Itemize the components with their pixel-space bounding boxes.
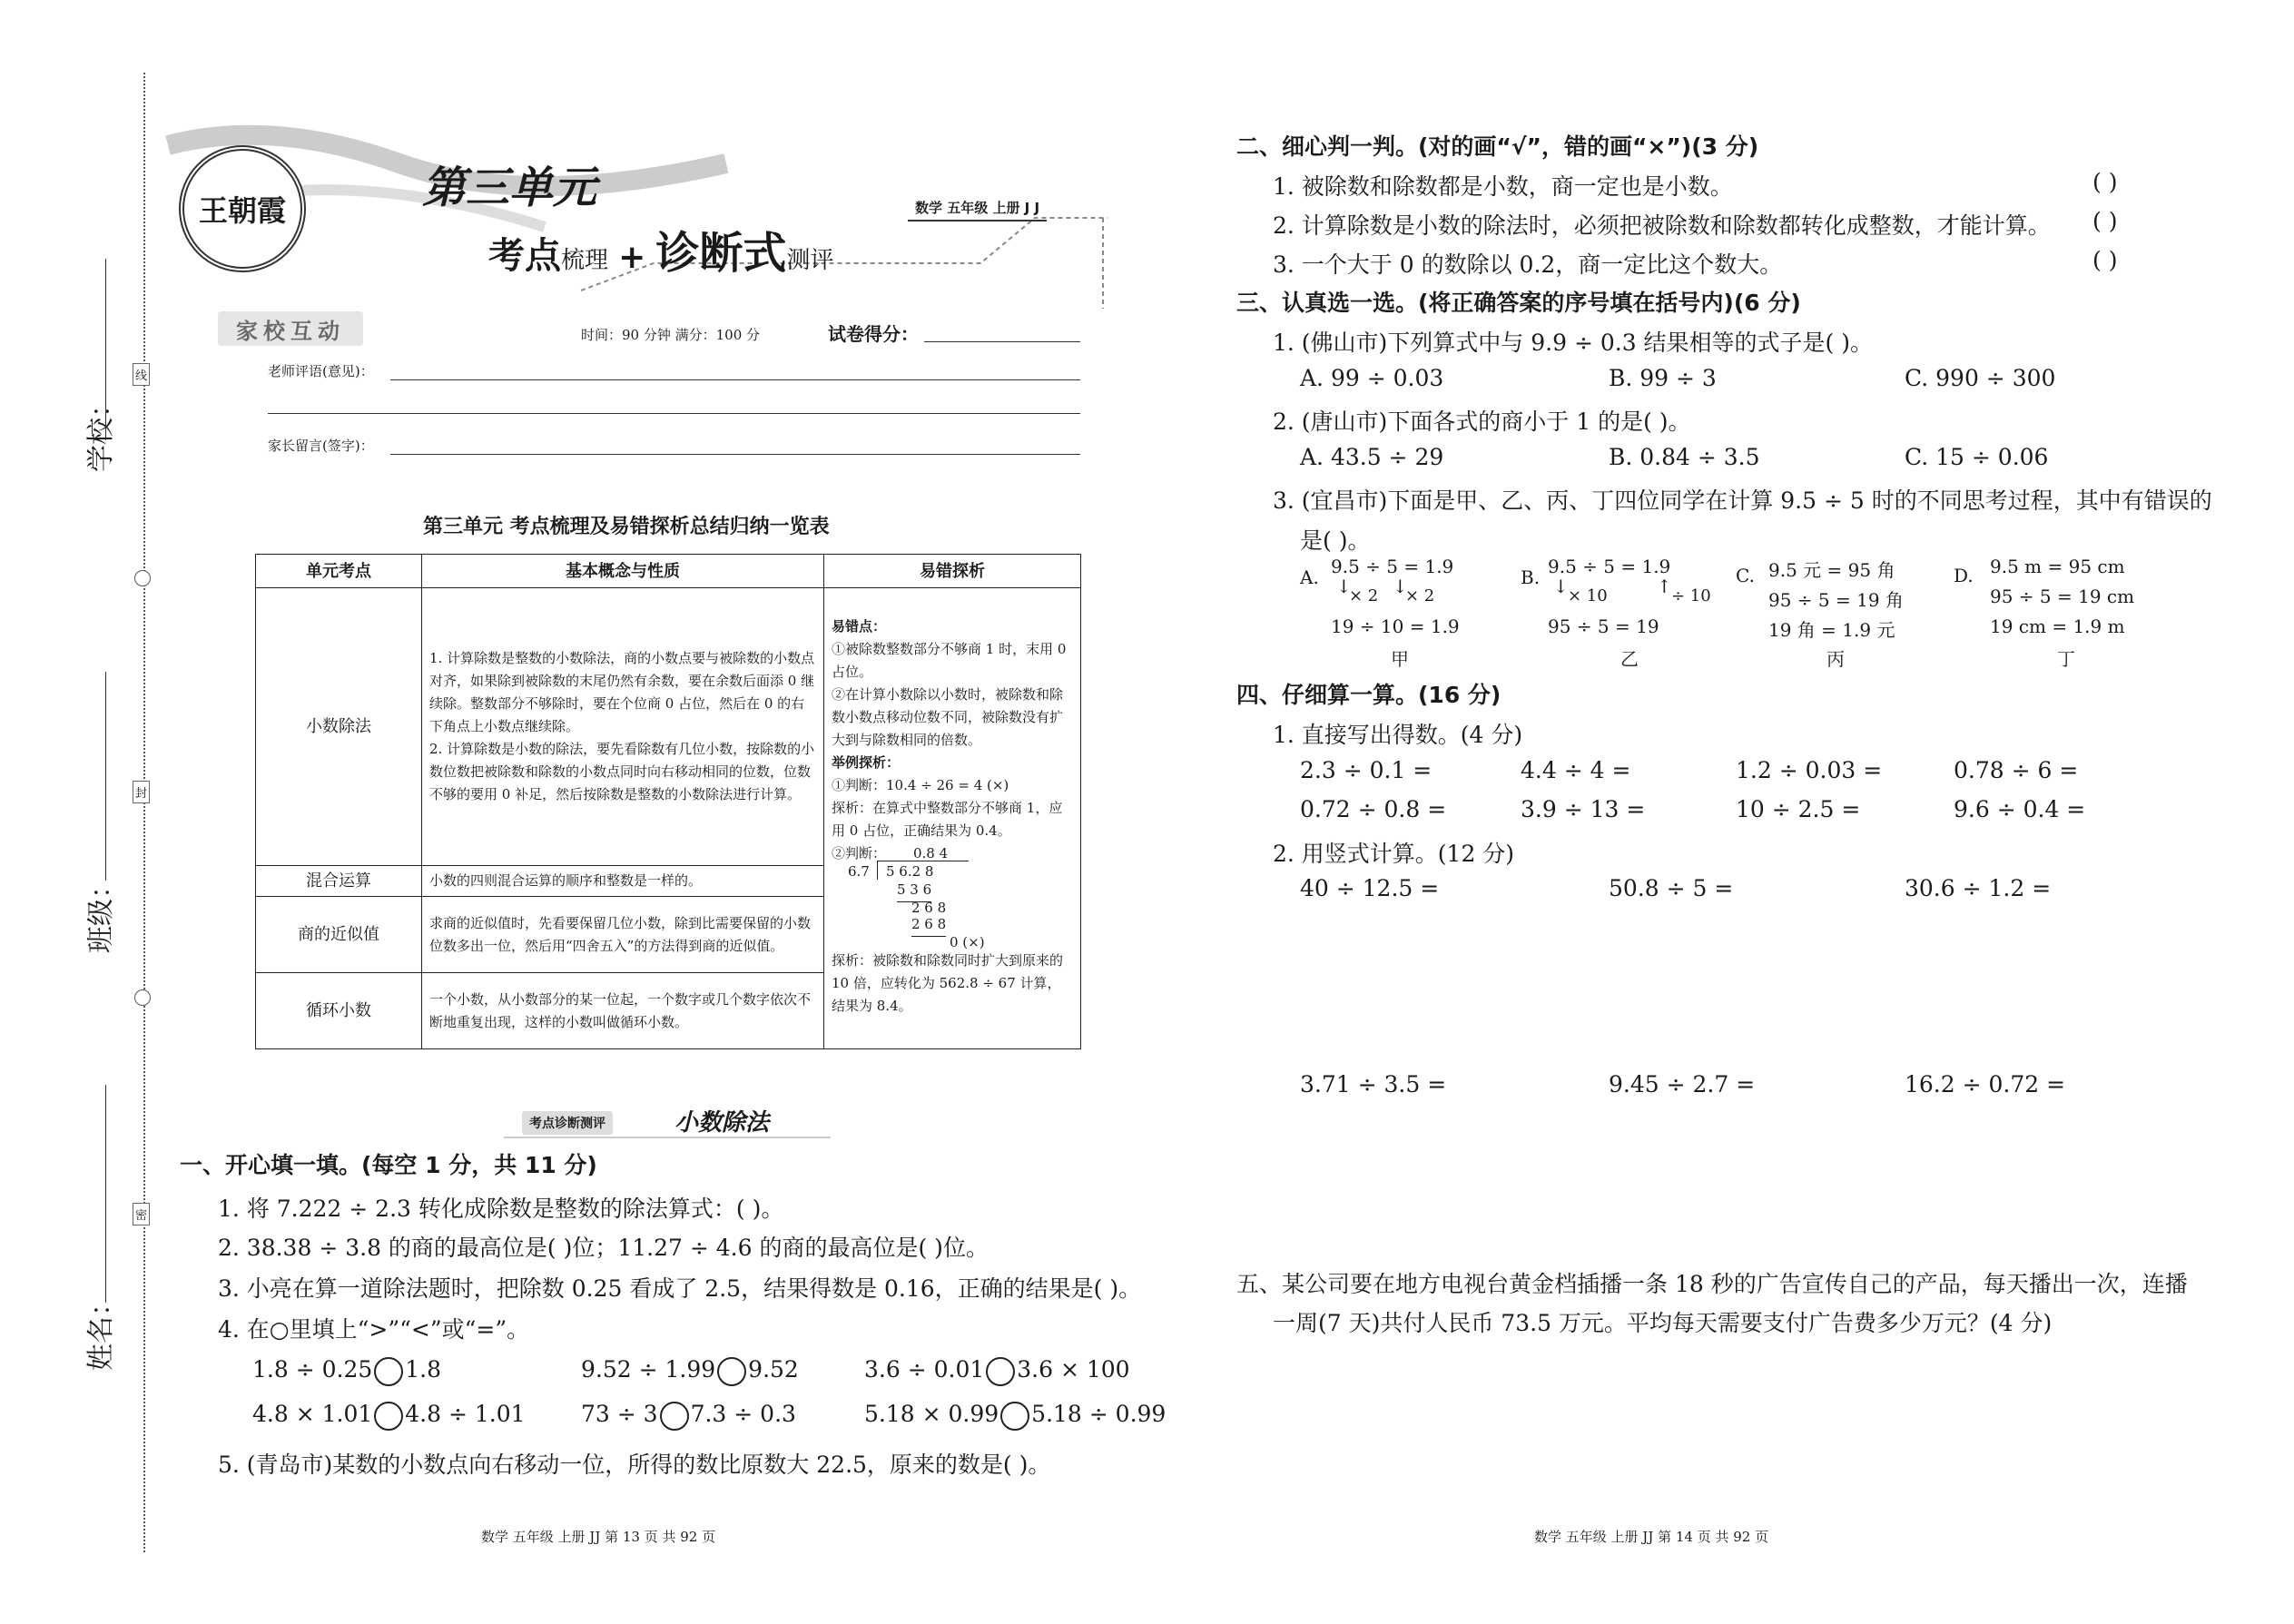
concept-1a: 1. 计算除数是整数的小数除法，商的小数点要与被除数的小数点对齐，如果除到被除数的末尾仍然有余数，要在余数后面添 0 继续除。整数部分不够除时，要在个位商 0 占位，然后在 0 的右下角点上小数点继续除。 (429, 650, 815, 734)
error-label: 易错点： (832, 618, 887, 635)
sec1-q5: 5. (青岛市)某数的小数点向右移动一位，所得的数比原数大 22.5，原来的数是( )。 (218, 1452, 1051, 1478)
option-d-letter: D. (1954, 565, 1974, 586)
topic-mixed-ops: 混合运算 (256, 866, 422, 897)
subtitle-shuli: 梳理 (561, 247, 609, 274)
option-c-letter: C. (1736, 565, 1755, 586)
compare-right: 4.8 ÷ 1.01 (405, 1401, 526, 1427)
compare-left: 1.8 ÷ 0.25 (252, 1356, 373, 1383)
calc-1-1: 2.3 ÷ 0.1 = (1300, 757, 1433, 783)
diag-title: 小数除法 (674, 1109, 770, 1137)
teacher-comment-label: 老师评语(意见)： (268, 363, 374, 379)
binding-mark-line: 线 (133, 363, 150, 386)
arrow-down-icon: ↓ (1336, 576, 1352, 597)
compare-left: 3.6 ÷ 0.01 (864, 1356, 985, 1383)
option-a-letter: A. (1300, 566, 1319, 588)
error-2: ②在计算小数除以小数时，被除数和除数小数点移动位数不同，被除数没有扩大到与除数相同的倍数。 (832, 686, 1064, 748)
name-line (105, 1085, 106, 1303)
vcalc-4: 3.71 ÷ 3.5 = (1300, 1071, 1447, 1097)
diag-tag: 考点诊断测评 (522, 1111, 613, 1135)
home-school-text: 家校互动 (236, 318, 345, 344)
vcalc-6: 16.2 ÷ 0.72 = (1905, 1071, 2066, 1097)
unit-title: 第三单元 (422, 162, 597, 213)
compare-left: 5.18 × 0.99 (864, 1401, 999, 1427)
concept-approx-quotient: 求商的近似值时，先看要保留几位小数，除到比需要保留的小数位数多出一位，然后用“四舍五入”的方法得到商的近似值。 (422, 897, 824, 973)
option-b-line-1: 9.5 ÷ 5 = 1.9 (1548, 556, 1671, 577)
sec4-sub-2: 2. 用竖式计算。(12 分) (1273, 841, 1515, 867)
compare-right: 1.8 (405, 1356, 442, 1383)
long-division-example (832, 842, 1073, 950)
compare-4 (252, 1401, 526, 1431)
binding-dotted-line (143, 73, 145, 1552)
vcalc-1: 40 ÷ 12.5 = (1300, 875, 1440, 901)
header-tag: 数学 五年级 上册 J J (908, 195, 1047, 221)
sec3-heading: 三、认真选一选。(将正确答案的序号填在括号内)(6 分) (1236, 290, 1801, 316)
class-label: 班级： (85, 871, 117, 953)
calc-2-3: 10 ÷ 2.5 = (1736, 796, 1861, 822)
subtitle-kaodian: 考点 (488, 235, 561, 277)
option-c-student: 丙 (1826, 648, 1845, 670)
arrow-down-icon: ↓ (1393, 576, 1408, 597)
calc-2-4: 9.6 ÷ 0.4 = (1954, 796, 2086, 822)
topic-repeating-decimal: 循环小数 (256, 973, 422, 1049)
sec3-q2-opt-b: B. 0.84 ÷ 3.5 (1609, 444, 1760, 470)
sec1-q4: 4. 在○里填上“>”“<”或“=”。 (218, 1316, 530, 1343)
error-analysis (824, 588, 1081, 1049)
sec3-q3-line-2: 是( )。 (1300, 527, 1371, 554)
compare-left: 73 ÷ 3 (581, 1401, 658, 1427)
compare-6 (864, 1401, 1166, 1431)
compare-circle[interactable] (660, 1402, 689, 1431)
calc-1-2: 4.4 ÷ 4 = (1521, 757, 1631, 783)
option-d (1954, 556, 2171, 670)
concept-decimal-division (422, 588, 824, 866)
sec4-sub-1: 1. 直接写出得数。(4 分) (1273, 722, 1523, 748)
calc-1-3: 1.2 ÷ 0.03 = (1736, 757, 1883, 783)
example-label: 举例探析： (832, 754, 901, 771)
option-d-line-1: 9.5 m = 95 cm (1990, 556, 2125, 577)
sec3-q2: 2. (唐山市)下面各式的商小于 1 的是( )。 (1273, 408, 1691, 435)
analysis-1: 探析：在算式中整数部分不够商 1，应用 0 占位，正确结果为 0.4。 (832, 800, 1063, 839)
logo-text: 王朝霞 (198, 193, 286, 228)
arrow-down-icon: ↓ (1553, 576, 1569, 597)
concept-1b: 2. 计算除数是小数的除法，要先看除数有几位小数，按除数的小数位数把被除数和除数的小数点同时向右移动相同的位数，位数不够的要用 0 补足，然后按除数是整数的小数除法进行计算。 (429, 741, 815, 802)
class-line (105, 672, 106, 881)
sec5-line-2: 一周(7 天)共付人民币 73.5 万元。平均每天需要支付广告费多少万元？(4 分) (1273, 1310, 2053, 1336)
option-b-mul: × 10 (1568, 586, 1608, 605)
compare-circle[interactable] (1000, 1402, 1029, 1431)
compare-right: 3.6 × 100 (1017, 1356, 1130, 1383)
option-b-line-3: 95 ÷ 5 = 19 (1548, 615, 1659, 637)
score-line (924, 341, 1080, 342)
vcalc-2: 50.8 ÷ 5 = (1609, 875, 1734, 901)
compare-1 (252, 1356, 441, 1386)
option-b (1521, 556, 1720, 670)
header-topic: 单元考点 (256, 555, 422, 588)
parent-comment-label: 家长留言(签字)： (268, 438, 374, 454)
error-1: ①被除数整数部分不够商 1 时，末用 0 占位。 (832, 641, 1067, 680)
judge-2: ②判断： (832, 845, 887, 861)
diag-banner (504, 1104, 831, 1138)
compare-circle[interactable] (986, 1357, 1015, 1386)
option-b-student: 乙 (1620, 648, 1639, 670)
sec2-heading: 二、细心判一判。(对的画“√”，错的画“×”)(3 分) (1236, 133, 1759, 160)
binding-hole-2 (134, 989, 151, 1006)
option-a-student: 甲 (1391, 648, 1409, 670)
footer-right: 数学 五年级 上册 JJ 第 14 页 共 92 页 (1534, 1529, 1769, 1545)
header-concept: 基本概念与性质 (422, 555, 824, 588)
subtitle-plus: + (618, 239, 646, 276)
ld-divisor: 6.7 (848, 863, 870, 880)
compare-circle[interactable] (374, 1402, 403, 1431)
ld-row-1: 5 3 6 (897, 879, 931, 902)
option-b-div: ÷ 10 (1671, 586, 1711, 605)
ld-dividend: 5 6.2 8 (886, 863, 934, 880)
sec3-q1-opt-b: B. 99 ÷ 3 (1609, 365, 1717, 391)
home-school-banner (218, 311, 363, 346)
sec1-q1: 1. 将 7.222 ÷ 2.3 转化成除数是整数的除法算式：( )。 (218, 1196, 784, 1222)
compare-2 (581, 1356, 799, 1386)
binding-mark-seal: 封 (133, 781, 150, 803)
compare-circle[interactable] (374, 1357, 403, 1386)
header-error: 易错探析 (824, 555, 1081, 588)
sec3-q3-line-1: 3. (宜昌市)下面是甲、乙、丙、丁四位同学在计算 9.5 ÷ 5 时的不同思考过程，其中有错误的 (1273, 487, 2212, 514)
option-d-line-3: 19 cm = 1.9 m (1990, 615, 2125, 637)
option-a-mul-2: × 2 (1405, 586, 1435, 605)
judge-1: ①判断：10.4 ÷ 26 = 4 (×) (832, 777, 1009, 793)
compare-right: 7.3 ÷ 0.3 (690, 1401, 796, 1427)
teacher-comment-line-1 (390, 379, 1080, 380)
option-c-line-3: 19 角 = 1.9 元 (1768, 619, 1895, 641)
concept-repeating-decimal: 一个小数，从小数部分的某一位起，一个数字或几个数字依次不断地重复出现，这样的小数叫做循环小数。 (422, 973, 824, 1049)
binding-mark-secret: 密 (133, 1203, 150, 1225)
option-c (1736, 556, 1935, 670)
unit-subtitle (488, 218, 833, 281)
compare-left: 9.52 ÷ 1.99 (581, 1356, 716, 1383)
vcalc-3: 30.6 ÷ 1.2 = (1905, 875, 2052, 901)
sec2-item-2: 2. 计算除数是小数的除法时，必须把被除数和除数都转化成整数，才能计算。 (1273, 212, 2051, 239)
sec3-q2-opt-c: C. 15 ÷ 0.06 (1905, 444, 2049, 470)
logo-seal (179, 145, 306, 272)
sec2-item-3: 3. 一个大于 0 的数除以 0.2，商一定比这个数大。 (1273, 251, 1783, 278)
summary-table (255, 554, 1081, 1049)
ld-row-4: 0 (×) (950, 934, 985, 950)
concept-mixed-ops: 小数的四则混合运算的顺序和整数是一样的。 (422, 866, 824, 897)
compare-circle[interactable] (717, 1357, 746, 1386)
sec1-q2: 2. 38.38 ÷ 3.8 的商的最高位是( )位；11.27 ÷ 4.6 的商的最高位是( )位。 (218, 1235, 989, 1261)
sec1-heading: 一、开心填一填。(每空 1 分，共 11 分) (180, 1152, 597, 1178)
ld-quotient: 0.8 4 (913, 845, 949, 861)
option-a-mul-1: × 2 (1349, 586, 1379, 605)
school-label: 学校： (85, 390, 117, 472)
analysis-2: 探析：被除数和除数同时扩大到原来的 10 倍，应转化为 562.8 ÷ 67 计算，结果为 8.4。 (832, 952, 1064, 1014)
sec2-paren-2[interactable]: ( ) (2092, 208, 2118, 234)
calc-2-2: 3.9 ÷ 13 = (1521, 796, 1646, 822)
sec3-q1-opt-c: C. 990 ÷ 300 (1905, 365, 2056, 391)
parent-comment-line (390, 454, 1080, 455)
binding-hole-1 (134, 570, 151, 586)
teacher-comment-line-2 (268, 413, 1080, 414)
sec5-line-1: 五、某公司要在地方电视台黄金档插播一条 18 秒的广告宣传自己的产品，每天播出一次，连播 (1236, 1271, 2188, 1297)
option-a (1300, 556, 1500, 670)
sec4-heading: 四、仔细算一算。(16 分) (1236, 682, 1501, 708)
option-a-line-3: 19 ÷ 10 = 1.9 (1331, 615, 1460, 637)
sec2-paren-1[interactable]: ( ) (2092, 169, 2118, 195)
sec1-q3: 3. 小亮在算一道除法题时，把除数 0.25 看成了 2.5，结果得数是 0.16，正确的结果是( )。 (218, 1275, 1142, 1302)
name-label: 姓名： (85, 1289, 117, 1371)
sec3-q1-opt-a: A. 99 ÷ 0.03 (1300, 365, 1444, 391)
calc-1-4: 0.78 ÷ 6 = (1954, 757, 2079, 783)
option-c-line-1: 9.5 元 = 95 角 (1768, 559, 1895, 581)
topic-decimal-division: 小数除法 (256, 588, 422, 866)
topic-approx-quotient: 商的近似值 (256, 897, 422, 973)
exam-time: 时间：90 分钟 满分：100 分 (581, 327, 761, 343)
footer-left: 数学 五年级 上册 JJ 第 13 页 共 92 页 (481, 1529, 716, 1545)
school-line (105, 259, 106, 440)
score-label: 试卷得分： (828, 323, 919, 345)
option-b-letter: B. (1521, 566, 1541, 588)
ld-row-2: 2 6 8 (911, 900, 947, 916)
calc-2-1: 0.72 ÷ 0.8 = (1300, 796, 1447, 822)
sec3-q1: 1. (佛山市)下列算式中与 9.9 ÷ 0.3 结果相等的式子是( )。 (1273, 330, 1874, 356)
option-d-student: 丁 (2057, 648, 2075, 670)
ld-row-3: 2 6 8 (911, 913, 946, 937)
compare-right: 9.52 (748, 1356, 799, 1383)
vcalc-5: 9.45 ÷ 2.7 = (1609, 1071, 1756, 1097)
compare-left: 4.8 × 1.01 (252, 1401, 373, 1427)
sec2-paren-3[interactable]: ( ) (2092, 247, 2118, 273)
option-d-line-2: 95 ÷ 5 = 19 cm (1990, 586, 2135, 607)
summary-title: 第三单元 考点梳理及易错探析总结归纳一览表 (423, 516, 830, 538)
arrow-up-icon: ↑ (1657, 576, 1672, 597)
subtitle-zhenduanshi: 诊断式 (655, 228, 787, 279)
compare-right: 5.18 ÷ 0.99 (1031, 1401, 1167, 1427)
option-a-line-1: 9.5 ÷ 5 = 1.9 (1331, 556, 1454, 577)
compare-5 (581, 1401, 796, 1431)
subtitle-ceping: 测评 (786, 247, 834, 274)
compare-3 (864, 1356, 1130, 1386)
option-c-line-2: 95 ÷ 5 = 19 角 (1768, 589, 1904, 611)
sec3-q2-opt-a: A. 43.5 ÷ 29 (1300, 444, 1444, 470)
sec2-item-1: 1. 被除数和除数都是小数，商一定也是小数。 (1273, 173, 1733, 200)
